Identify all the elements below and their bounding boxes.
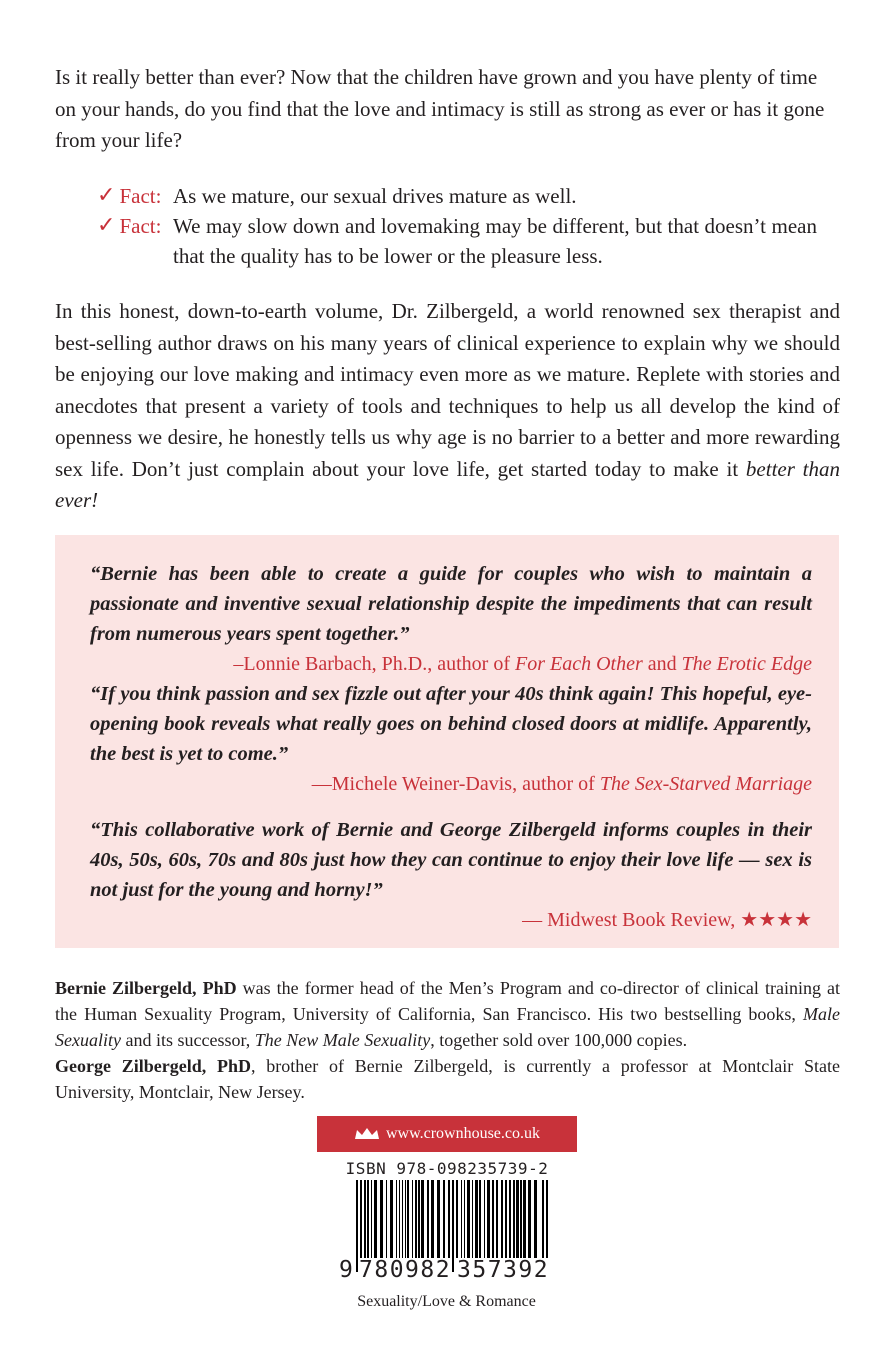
barcode-bar <box>513 1180 515 1258</box>
barcode-bar <box>479 1180 481 1258</box>
bio-text: , together sold over 100,000 copies. <box>430 1030 688 1050</box>
book-title: The New Male Sexuality <box>254 1030 431 1050</box>
barcode-bar <box>516 1180 519 1258</box>
review-quote: “Bernie has been able to create a guide for couples who wish to maintain a passionate and inventive sexual relationship despite the impediments that can result from numerous years spent together.” <box>90 563 812 645</box>
barcode-bar <box>461 1180 462 1258</box>
barcode-bar <box>505 1180 507 1258</box>
barcode-bar <box>528 1180 531 1258</box>
isbn-label: ISBN 978-098235739-2 <box>345 1159 549 1178</box>
barcode-bar <box>437 1180 440 1258</box>
barcode-bar <box>386 1180 387 1258</box>
barcode-bar <box>421 1180 424 1258</box>
isbn-barcode <box>338 1160 556 1282</box>
barcode-bar <box>467 1180 470 1258</box>
barcode-bar <box>364 1180 366 1258</box>
crown-icon <box>354 1127 380 1141</box>
fact-label-text: Fact: <box>119 214 162 238</box>
barcode-bar <box>418 1180 420 1258</box>
fact-label <box>97 211 173 241</box>
fact-item <box>97 211 817 271</box>
fact-list <box>97 181 817 271</box>
bio-text: , brother of Bernie Zilbergeld, is currently a professor at Montclair State University, Montclair, New Jersey. <box>55 1056 840 1102</box>
barcode-bar <box>487 1180 490 1258</box>
barcode-bar <box>427 1180 429 1258</box>
barcode-bar <box>367 1180 369 1258</box>
review-quote: “This collaborative work of Bernie and George Zilbergeld informs couples in their 40s, 50s, 60s, 70s and 80s just how they can continue to enjoy their love life — sex is not just for the young and horny!” <box>90 819 812 901</box>
barcode-left-group: 780982 <box>359 1257 452 1283</box>
barcode-bar <box>415 1180 417 1258</box>
bio-text: was the former head of the Men’s Program and co-director of clinical training at the Human Sexuality Program, University of California, San Francisco. His two bestselling books, <box>55 978 840 1024</box>
barcode-bar <box>402 1180 403 1258</box>
description-emphasis: better than ever! <box>55 456 840 512</box>
review-attribution <box>90 769 812 799</box>
barcode-bar <box>374 1180 377 1258</box>
review-attribution <box>90 649 812 679</box>
attribution-author: —Michele Weiner-Davis, author of <box>311 773 600 795</box>
barcode-bar <box>501 1180 503 1258</box>
review-quote: “If you think passion and sex fizzle out after your 40s think again! This hopeful, eye-opening book reveals what really goes on behind closed doors at midlife. Apparently, the best is yet to come.” <box>90 683 812 765</box>
barcode-bar <box>523 1180 526 1258</box>
barcode-bar <box>484 1180 485 1258</box>
attribution-author: — Midwest Book Review, <box>522 909 741 931</box>
barcode-right-group: 357392 <box>457 1257 550 1283</box>
book-title: Male Sexuality <box>55 1004 840 1050</box>
review-weiner-davis <box>90 679 812 799</box>
book-category: Sexuality/Love & Romance <box>357 1293 536 1310</box>
attribution-author: –Lonnie Barbach, Ph.D., author of <box>233 653 515 675</box>
publisher-url-link[interactable] <box>317 1116 577 1152</box>
review-midwest <box>90 815 812 935</box>
description-text: In this honest, down-to-earth volume, Dr. Zilbergeld, a world renowned sex therapist and best-selling author draws on his many years of clinical experience to explain why we should be enjoying our love making and intimacy even more as we mature. Replete with stories and anecdotes that present a variety of tools and techniques to help us all develop the kind of openness we desire, he honestly tells us why age is no barrier to a better and more rewarding sex life. Don’t just complain about your love life, get started today to make it <box>55 299 840 481</box>
barcode-bar <box>509 1180 511 1258</box>
checkmark-icon: ✓ <box>97 183 116 208</box>
intro-paragraph: Is it really better than ever? Now that the children have grown and you have plenty of time on your hands, do you find that the love and intimacy is still as strong as ever or has it gone from your life? <box>55 65 825 152</box>
fact-text: We may slow down and lovemaking may be different, but that doesn’t mean that the quality has to be lower or the pleasure less. <box>173 214 817 268</box>
barcode-bar <box>407 1180 409 1258</box>
barcode-bar <box>371 1180 372 1258</box>
review-barbach <box>90 559 812 679</box>
publisher-url: www.crownhouse.co.uk <box>385 1125 541 1142</box>
barcode-bar <box>452 1180 454 1272</box>
description-paragraph <box>55 296 840 517</box>
author-bios <box>55 975 840 1105</box>
bio-text: and its successor, <box>120 1030 255 1050</box>
barcode-bar <box>412 1180 413 1258</box>
barcode-bar <box>399 1180 400 1258</box>
attribution-work: For Each Other <box>515 653 643 675</box>
fact-item <box>97 181 817 211</box>
author-name: Bernie Zilbergeld, PhD <box>55 978 237 998</box>
fact-text: As we mature, our sexual drives mature as well. <box>173 184 577 208</box>
barcode-bar <box>431 1180 434 1258</box>
author-name: George Zilbergeld, PhD <box>55 1056 252 1076</box>
barcode-bar <box>390 1180 393 1258</box>
barcode-bar <box>464 1180 465 1258</box>
attribution-work: The Erotic Edge <box>681 653 812 675</box>
fact-label <box>97 181 173 211</box>
reviews-panel <box>55 535 839 948</box>
barcode-bar <box>492 1180 494 1258</box>
attribution-joiner: and <box>642 653 682 675</box>
review-attribution <box>90 905 812 935</box>
barcode-bar <box>520 1180 522 1258</box>
barcode-bar <box>496 1180 498 1258</box>
barcode-bar <box>534 1180 537 1258</box>
checkmark-icon: ✓ <box>97 213 116 238</box>
barcode-first-digit: 9 <box>339 1257 353 1283</box>
barcode-bar <box>405 1180 406 1258</box>
barcode-bar <box>443 1180 445 1258</box>
barcode-bar <box>380 1180 383 1258</box>
star-rating: ★★★★ <box>740 909 812 931</box>
attribution-work: The Sex-Starved Marriage <box>599 773 812 795</box>
barcode-bar <box>396 1180 397 1258</box>
fact-label-text: Fact: <box>119 184 162 208</box>
barcode-bar <box>472 1180 473 1258</box>
barcode-bar <box>475 1180 478 1258</box>
barcode-bar <box>456 1180 458 1258</box>
